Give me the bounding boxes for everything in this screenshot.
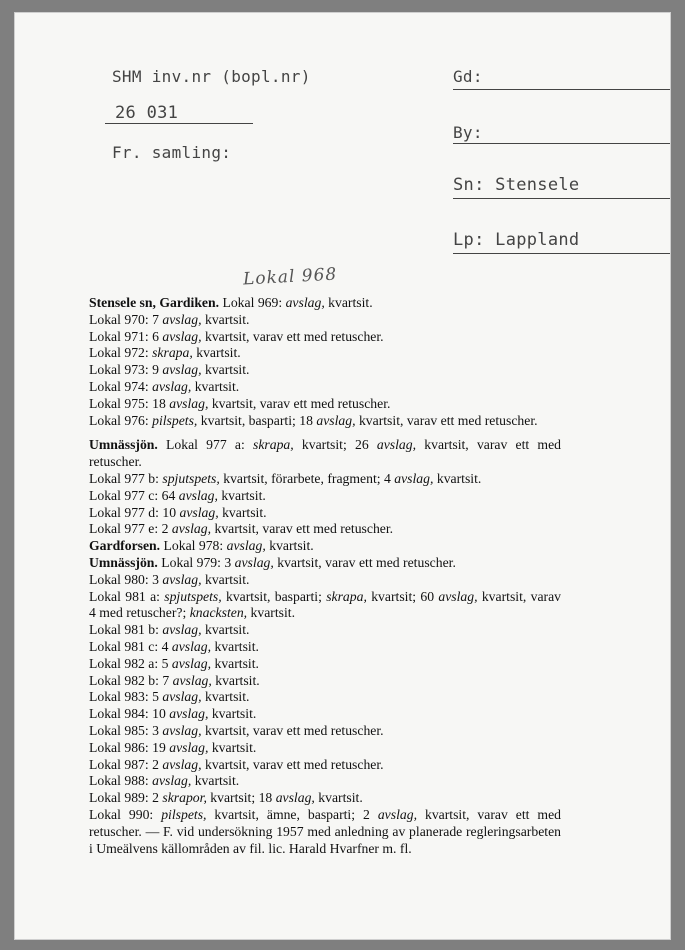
entry-text: kvartsit; 26 bbox=[293, 437, 377, 453]
lp-label: Lp: bbox=[453, 230, 485, 250]
entry-text: kvartsit. bbox=[314, 790, 363, 806]
entry-text: kvartsit. bbox=[265, 538, 314, 554]
catalog-text bbox=[89, 295, 561, 857]
catalog-entry bbox=[89, 379, 561, 396]
place-heading: Stensele sn, Gardiken. bbox=[89, 295, 220, 310]
entry-text: kvartsit. bbox=[211, 672, 260, 688]
artifact-type: avslag, bbox=[169, 706, 209, 722]
entry-text: Lokal 970: 7 bbox=[89, 311, 163, 327]
catalog-entry bbox=[89, 295, 561, 312]
entry-text: kvartsit. bbox=[191, 378, 240, 394]
socken-field bbox=[453, 175, 579, 195]
catalog-entry bbox=[89, 723, 561, 740]
catalog-entry bbox=[89, 790, 561, 807]
place-heading: Umnässjön. bbox=[89, 437, 158, 453]
inventory-label: SHM inv.nr (bopl.nr) bbox=[112, 67, 311, 86]
entry-text: Lokal 971: 6 bbox=[89, 328, 163, 344]
artifact-type: skrapa, bbox=[253, 437, 294, 453]
entry-text: kvartsit, varav ett med retuscher. — F. vid undersökning 1957 med anledning av planerade regleringsarbeten i Umeälvens källområden av fil. lic. Harald Hvarfner m. fl. bbox=[89, 806, 562, 856]
catalog-entry bbox=[89, 413, 561, 430]
artifact-type: spjutspets, bbox=[164, 588, 222, 604]
entry-text: Lokal 982 b: 7 bbox=[89, 672, 173, 688]
artifact-type: avslag, bbox=[171, 521, 212, 537]
catalog-entry bbox=[89, 312, 561, 329]
catalog-entry bbox=[89, 689, 561, 706]
entry-text: kvartsit. bbox=[192, 345, 241, 361]
artifact-type: avslag, bbox=[438, 588, 478, 604]
artifact-type: knacksten, bbox=[189, 605, 248, 621]
catalog-entry bbox=[89, 622, 561, 639]
artifact-type: avslag, bbox=[162, 362, 202, 378]
artifact-type: avslag, bbox=[172, 672, 212, 688]
catalog-entry bbox=[89, 740, 561, 757]
entry-text: kvartsit, ämne, basparti; 2 bbox=[206, 806, 378, 822]
entry-text: Lokal 975: 18 bbox=[89, 395, 170, 411]
entry-text: kvartsit, varav ett med retuscher. bbox=[211, 521, 394, 537]
artifact-type: avslag, bbox=[152, 773, 192, 789]
sn-label: Sn: bbox=[453, 175, 485, 195]
catalog-card bbox=[14, 12, 671, 940]
catalog-entry bbox=[89, 589, 561, 623]
entry-text: Lokal 976: bbox=[89, 412, 153, 428]
catalog-entry bbox=[89, 807, 561, 857]
landskap-field bbox=[453, 230, 579, 250]
entry-text: Lokal 973: 9 bbox=[89, 362, 163, 378]
entry-text: kvartsit. bbox=[324, 295, 373, 310]
entry-text: Lokal 974: bbox=[89, 378, 153, 394]
artifact-type: spjutspets, bbox=[162, 470, 220, 486]
entry-text: kvartsit, varav 4 med retuscher?; bbox=[89, 588, 562, 621]
catalog-entry bbox=[89, 471, 561, 488]
section-gap bbox=[89, 429, 561, 437]
entry-text: kvartsit. bbox=[217, 487, 266, 503]
sn-value: Stensele bbox=[495, 175, 580, 195]
entry-text: kvartsit. bbox=[211, 638, 259, 654]
place-heading: Gardforsen. bbox=[89, 538, 161, 554]
artifact-type: skrapa, bbox=[326, 588, 367, 604]
catalog-entry bbox=[89, 488, 561, 505]
artifact-type: avslag, bbox=[162, 311, 202, 327]
catalog-entry bbox=[89, 639, 561, 656]
entry-text: kvartsit, varav ett med retuscher. bbox=[201, 722, 384, 738]
catalog-entry bbox=[89, 673, 561, 690]
artifact-type: avslag, bbox=[171, 655, 212, 671]
catalog-entry bbox=[89, 362, 561, 379]
entry-text: kvartsit. bbox=[433, 470, 482, 486]
artifact-type: skrapa, bbox=[152, 345, 193, 361]
artifact-type: avslag, bbox=[285, 295, 325, 310]
handwritten-note: Lokal 968 bbox=[242, 264, 338, 290]
entry-text: kvartsit. bbox=[218, 504, 267, 520]
entry-text: Lokal 982 a: 5 bbox=[89, 655, 172, 671]
entry-text: kvartsit; 18 bbox=[206, 790, 276, 806]
gd-label: Gd: bbox=[453, 67, 483, 86]
catalog-entry bbox=[89, 505, 561, 522]
entry-text: Lokal 989: 2 bbox=[89, 790, 163, 806]
artifact-type: avslag, bbox=[394, 470, 434, 486]
catalog-entry bbox=[89, 706, 561, 723]
entry-text: Lokal 977 d: 10 bbox=[89, 504, 180, 520]
inventory-number: 26 031 bbox=[115, 103, 179, 123]
entry-text: Lokal 986: 19 bbox=[89, 739, 170, 755]
artifact-type: avslag, bbox=[162, 689, 202, 705]
entry-text: kvartsit, basparti; 18 bbox=[197, 412, 317, 428]
entry-text: Lokal 985: 3 bbox=[89, 722, 163, 738]
sn-line bbox=[453, 198, 670, 199]
inventory-number-underline bbox=[105, 123, 253, 124]
artifact-type: avslag, bbox=[171, 638, 212, 654]
artifact-type: avslag, bbox=[162, 328, 202, 344]
artifact-type: avslag, bbox=[226, 538, 266, 554]
entry-text: kvartsit, varav ett med retuscher. bbox=[89, 437, 561, 470]
catalog-entry bbox=[89, 773, 561, 790]
catalog-entry bbox=[89, 656, 561, 673]
entry-text: kvartsit; 60 bbox=[366, 588, 439, 604]
artifact-type: avslag, bbox=[376, 437, 417, 453]
by-line bbox=[453, 143, 670, 144]
entry-text: Lokal 981 b: bbox=[89, 622, 163, 638]
entry-text: Lokal 988: bbox=[89, 773, 153, 789]
entry-text: kvartsit. bbox=[208, 739, 257, 755]
entry-text: Lokal 984: 10 bbox=[89, 706, 170, 722]
entry-text: Lokal 977 e: 2 bbox=[89, 521, 172, 537]
entry-text: kvartsit, varav ett med retuscher. bbox=[273, 554, 456, 570]
entry-text: kvartsit, varav ett med retuscher. bbox=[201, 756, 384, 772]
artifact-type: avslag, bbox=[275, 790, 315, 806]
entry-text: kvartsit, varav ett med retuscher. bbox=[208, 395, 391, 411]
catalog-entry bbox=[89, 437, 561, 471]
catalog-entry bbox=[89, 538, 561, 555]
artifact-type: avslag, bbox=[169, 739, 209, 755]
entry-text: kvartsit, basparti; bbox=[221, 588, 327, 604]
catalog-entry bbox=[89, 555, 561, 572]
entry-text: kvartsit, varav ett med retuscher. bbox=[355, 412, 538, 428]
artifact-type: avslag, bbox=[162, 756, 202, 772]
entry-text: kvartsit. bbox=[211, 655, 259, 671]
entry-text: Lokal 979: 3 bbox=[157, 554, 235, 570]
entry-text: Lokal 981 a: bbox=[89, 588, 165, 604]
lp-line bbox=[453, 253, 670, 254]
entry-text: kvartsit. bbox=[191, 773, 240, 789]
entry-text: Lokal 981 c: 4 bbox=[89, 638, 172, 654]
artifact-type: avslag, bbox=[162, 571, 202, 587]
entry-text: kvartsit. bbox=[201, 689, 250, 705]
artifact-type: pilspets, bbox=[152, 412, 198, 428]
place-heading: Umnässjön. bbox=[89, 554, 158, 570]
entry-text: kvartsit, förarbete, fragment; 4 bbox=[219, 470, 395, 486]
artifact-type: avslag, bbox=[152, 378, 192, 394]
entry-text: kvartsit, varav ett med retuscher. bbox=[201, 328, 384, 344]
entry-text: kvartsit. bbox=[247, 605, 296, 621]
entry-text: Lokal 978: bbox=[160, 538, 227, 554]
catalog-entry bbox=[89, 329, 561, 346]
entry-text: kvartsit. bbox=[201, 362, 250, 378]
entry-text: kvartsit. bbox=[201, 311, 250, 327]
entry-text: Lokal 990: bbox=[89, 806, 162, 822]
entry-text: Lokal 987: 2 bbox=[89, 756, 163, 772]
artifact-type: skrapor, bbox=[162, 790, 207, 806]
lp-value: Lappland bbox=[495, 230, 580, 250]
by-label: By: bbox=[453, 123, 483, 142]
entry-text: Lokal 980: 3 bbox=[89, 571, 163, 587]
entry-text: kvartsit. bbox=[201, 571, 250, 587]
entry-text: Lokal 977 b: bbox=[89, 470, 163, 486]
artifact-type: avslag, bbox=[178, 487, 218, 503]
catalog-entry bbox=[89, 572, 561, 589]
entry-text: Lokal 972: bbox=[89, 345, 153, 361]
artifact-type: avslag, bbox=[169, 395, 209, 411]
catalog-entry bbox=[89, 396, 561, 413]
samling-label: Fr. samling: bbox=[112, 143, 232, 162]
artifact-type: avslag, bbox=[234, 554, 274, 570]
entry-text: Lokal 983: 5 bbox=[89, 689, 163, 705]
artifact-type: pilspets, bbox=[161, 806, 207, 822]
entry-text: kvartsit. bbox=[208, 706, 257, 722]
catalog-entry bbox=[89, 757, 561, 774]
artifact-type: avslag, bbox=[179, 504, 219, 520]
entry-text: Lokal 977 a: bbox=[157, 437, 254, 453]
entry-text: Lokal 969: bbox=[219, 295, 286, 310]
artifact-type: avslag, bbox=[162, 622, 202, 638]
entry-text: kvartsit. bbox=[201, 622, 250, 638]
catalog-entry bbox=[89, 345, 561, 362]
catalog-entry bbox=[89, 521, 561, 538]
artifact-type: avslag, bbox=[316, 412, 356, 428]
artifact-type: avslag, bbox=[377, 806, 417, 822]
artifact-type: avslag, bbox=[162, 722, 202, 738]
entry-text: Lokal 977 c: 64 bbox=[89, 487, 179, 503]
gd-line bbox=[453, 89, 670, 90]
